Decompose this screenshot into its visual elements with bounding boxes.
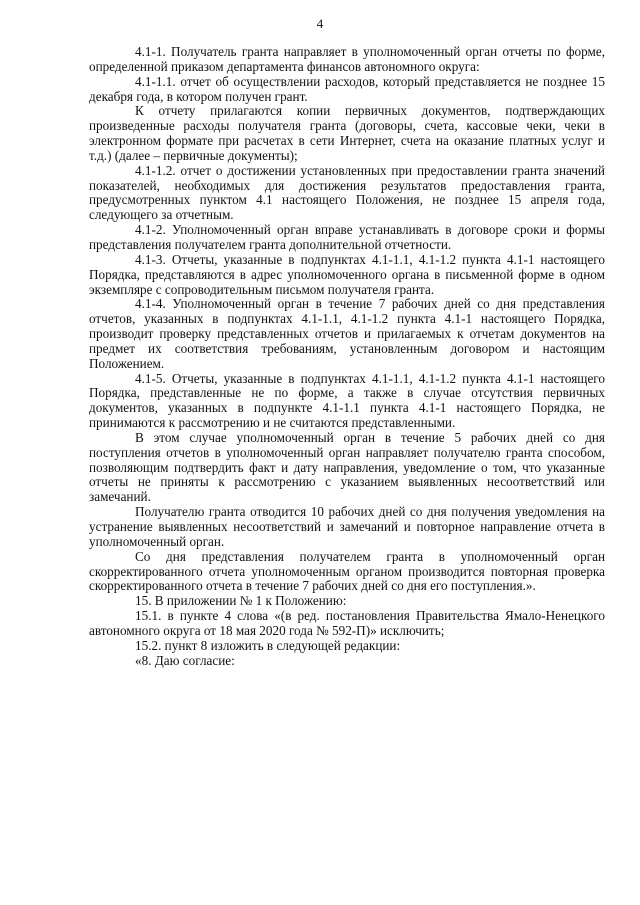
paragraph-4-1-5: 4.1-5. Отчеты, указанные в подпунктах 4.1-1.1, 4.1-1.2 пункта 4.1-1 настоящего Порядка, представленные не по форме, а также в случае отсутствия первичных документов, указанных в подпункте 4.1-1.1 пункта 4.1-1 настоящего Порядка, не принимаются к рассмотрению и не считаются представленными. [89,370,605,431]
paragraph-repeat-check: Со дня представления получателем гранта в уполномоченный орган скорректированного отчета уполномоченным органом производится повторная проверка скорректированного отчета в течение 7 рабочих дней со дня его поступления.». [89,548,605,594]
paragraph-15: 15. В приложении № 1 к Положению: [135,593,347,609]
page-number: 4 [316,16,324,31]
paragraph-15-1: 15.1. в пункте 4 слова «(в ред. постановления Правительства Ямало-Ненецкого автономного округа от 18 мая 2020 года № 592-П)» исключить; [89,608,605,638]
paragraph-4-1-1-1: 4.1-1.1. отчет об осуществлении расходов, который представляется не позднее 15 декабря года, в котором получен грант. [89,73,605,104]
document-body [89,45,605,668]
paragraph-4-1-1: 4.1-1. Получатель гранта направляет в уполномоченный орган отчеты по форме, определенной приказом департамента финансов автономного округа: [89,44,605,74]
paragraph-4-1-4: 4.1-4. Уполномоченный орган в течение 7 рабочих дней со дня представления отчетов, указанных в подпунктах 4.1-1.1, 4.1-1.2 пункта 4.1-1 настоящего Порядка, производит проверку представленных отчетов и прилагаемых к отчетам документов на предмет их соответствия требованиям, установленным договором и настоящим Положением. [89,296,605,371]
paragraph-attachments: К отчету прилагаются копии первичных документов, подтверждающих произведенные расходы получателя гранта (договоры, счета, кассовые чеки, чеки в электронном формате при расчетах в сети Интернет, счета на оказание платных услуг и т.д.) (далее – первичные документы); [89,103,605,163]
paragraph-notification: В этом случае уполномоченный орган в течение 5 рабочих дней со дня поступления отчетов в уполномоченный орган направляет получателю гранта способом, позволяющим подтвердить факт и дату направления, уведомление о том, что указанные отчеты не приняты к рассмотрению с указанием выявленных несоответствий или замечаний. [89,429,605,505]
paragraph-4-1-1-2: 4.1-1.2. отчет о достижении установленных при предоставлении гранта значений показателей, необходимых для достижения результатов предоставления гранта, предусмотренных пунктом 4.1 настоящего Положения, не позднее 15 апреля года, следующего за отчетным. [89,162,605,223]
paragraph-correction-period: Получателю гранта отводится 10 рабочих дней со дня получения уведомления на устранение выявленных несоответствий и замечаний и повторное направление отчета в уполномоченный орган. [89,504,605,549]
paragraph-4-1-2: 4.1-2. Уполномоченный орган вправе устанавливать в договоре сроки и формы представления получателем гранта дополнительной отчетности. [89,222,605,252]
paragraph-consent: «8. Даю согласие: [135,652,235,668]
paragraph-15-2: 15.2. пункт 8 изложить в следующей редакции: [135,637,401,653]
paragraph-4-1-3: 4.1-3. Отчеты, указанные в подпунктах 4.1-1.1, 4.1-1.2 пункта 4.1-1 настоящего Порядка, представляются в адрес уполномоченного органа в письменной форме в одном экземпляре с сопроводительным письмом получателя гранта. [89,251,605,297]
